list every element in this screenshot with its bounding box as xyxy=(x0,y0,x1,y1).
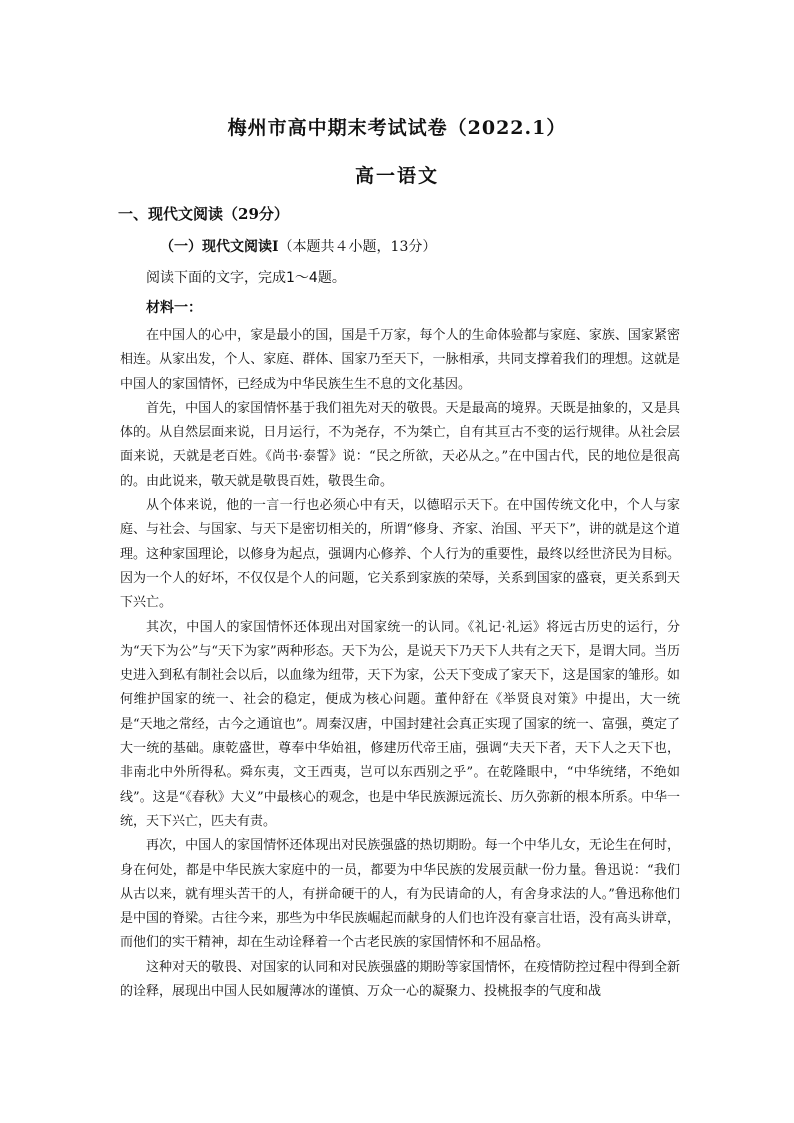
section-heading: 一、现代文阅读（29分） xyxy=(118,205,289,223)
sub-section-heading-bold: （一）现代文阅读Ⅰ xyxy=(160,239,279,255)
page-subtitle: 高一语文 xyxy=(354,165,439,187)
page-title: 梅州市高中期末考试试卷（2022.1） xyxy=(227,117,567,139)
paragraph: 再次，中国人的家国情怀还体现出对民族强盛的热切期盼。每一个中华儿女，无论生在何时，身在何处，都是中华民族大家庭中的一员，都要为中华民族的发展贡献一份力量。鲁迅说：“我们从古以来，就有埋头苦干的人，有拼命硬干的人，有为民请命的人，有舍身求法的人。”鲁迅称他们是中国的脊梁。古往今来，那些为中华民族崛起而献身的人们也许没有豪言壮语，没有高头讲章，而他们的实干精神，却在生动诠释着一个古老民族的家国情怀和不屈品格。 xyxy=(120,838,680,951)
paragraph: 在中国人的心中，家是最小的国，国是千万家，每个人的生命体验都与家庭、家族、国家紧密相连。从家出发，个人、家庭、群体、国家乃至天下，一脉相承，共同支撑着我们的理想。这就是中国人的家国情怀，已经成为中华民族生生不息的文化基因。 xyxy=(120,328,680,392)
material-label: 材料一： xyxy=(146,300,202,316)
passage-body xyxy=(120,324,680,1004)
sub-section-heading xyxy=(160,236,436,256)
paragraph: 这种对天的敬畏、对国家的认同和对民族强盛的期盼等家国情怀，在疫情防控过程中得到全新的诠释，展现出中国人民如履薄冰的谨慎、万众一心的凝聚力、投桃报李的气度和战 xyxy=(120,959,680,1000)
paragraph: 从个体来说，他的一言一行也必须心中有天，以德昭示天下。在中国传统文化中，个人与家庭、与社会、与国家、与天下是密切相关的，所谓“修身、齐家、治国、平天下”，讲的就是这个道理。这种家国理论，以修身为起点，强调内心修养、个人行为的重要性，最终以经世济民为目标。因为一个人的好坏，不仅仅是个人的问题，它关系到家族的荣辱，关系到国家的盛衰，更关系到天下兴亡。 xyxy=(120,498,680,611)
paragraph: 其次，中国人的家国情怀还体现出对国家统一的认同。《礼记·礼运》将远古历史的运行，分为“天下为公”与“天下为家”两种形态。天下为公，是说天下乃天下人共有之天下，是谓大同。当历史进入到私有制社会以后，以血缘为纽带，天下为家，公天下变成了家天下，这是国家的雏形。如何维护国家的统一、社会的稳定，便成为核心问题。董仲舒在《举贤良对策》中提出，大一统是“天地之常经，古今之通谊也”。周秦汉唐，中国封建社会真正实现了国家的统一、富强，奠定了大一统的基础。康乾盛世，尊奉中华始祖，修建历代帝王庙，强调“夫天下者，天下人之天下也，非南北中外所得私。舜东夷，文王西夷，岂可以东西别之乎”。在乾隆眼中，“中华统绪，不绝如线”。这是“《春秋》大义”中最核心的观念，也是中华民族源远流长、历久弥新的根本所系。中华一统，天下兴亡，匹夫有责。 xyxy=(120,619,680,829)
paragraph: 首先，中国人的家国情怀基于我们祖先对天的敬畏。天是最高的境界。天既是抽象的，又是具体的。从自然层面来说，日月运行，不为尧存，不为桀亡，自有其亘古不变的运行规律。从社会层面来说，天就是老百姓。《尚书·泰誓》说：“民之所欲，天必从之。”在中国古代，民的地位是很高的。由此说来，敬天就是敬畏百姓，敬畏生命。 xyxy=(120,400,680,489)
sub-section-heading-note: （本题共４小题，13分） xyxy=(278,239,437,255)
reading-instruction: 阅读下面的文字，完成1～4题。 xyxy=(146,270,346,286)
